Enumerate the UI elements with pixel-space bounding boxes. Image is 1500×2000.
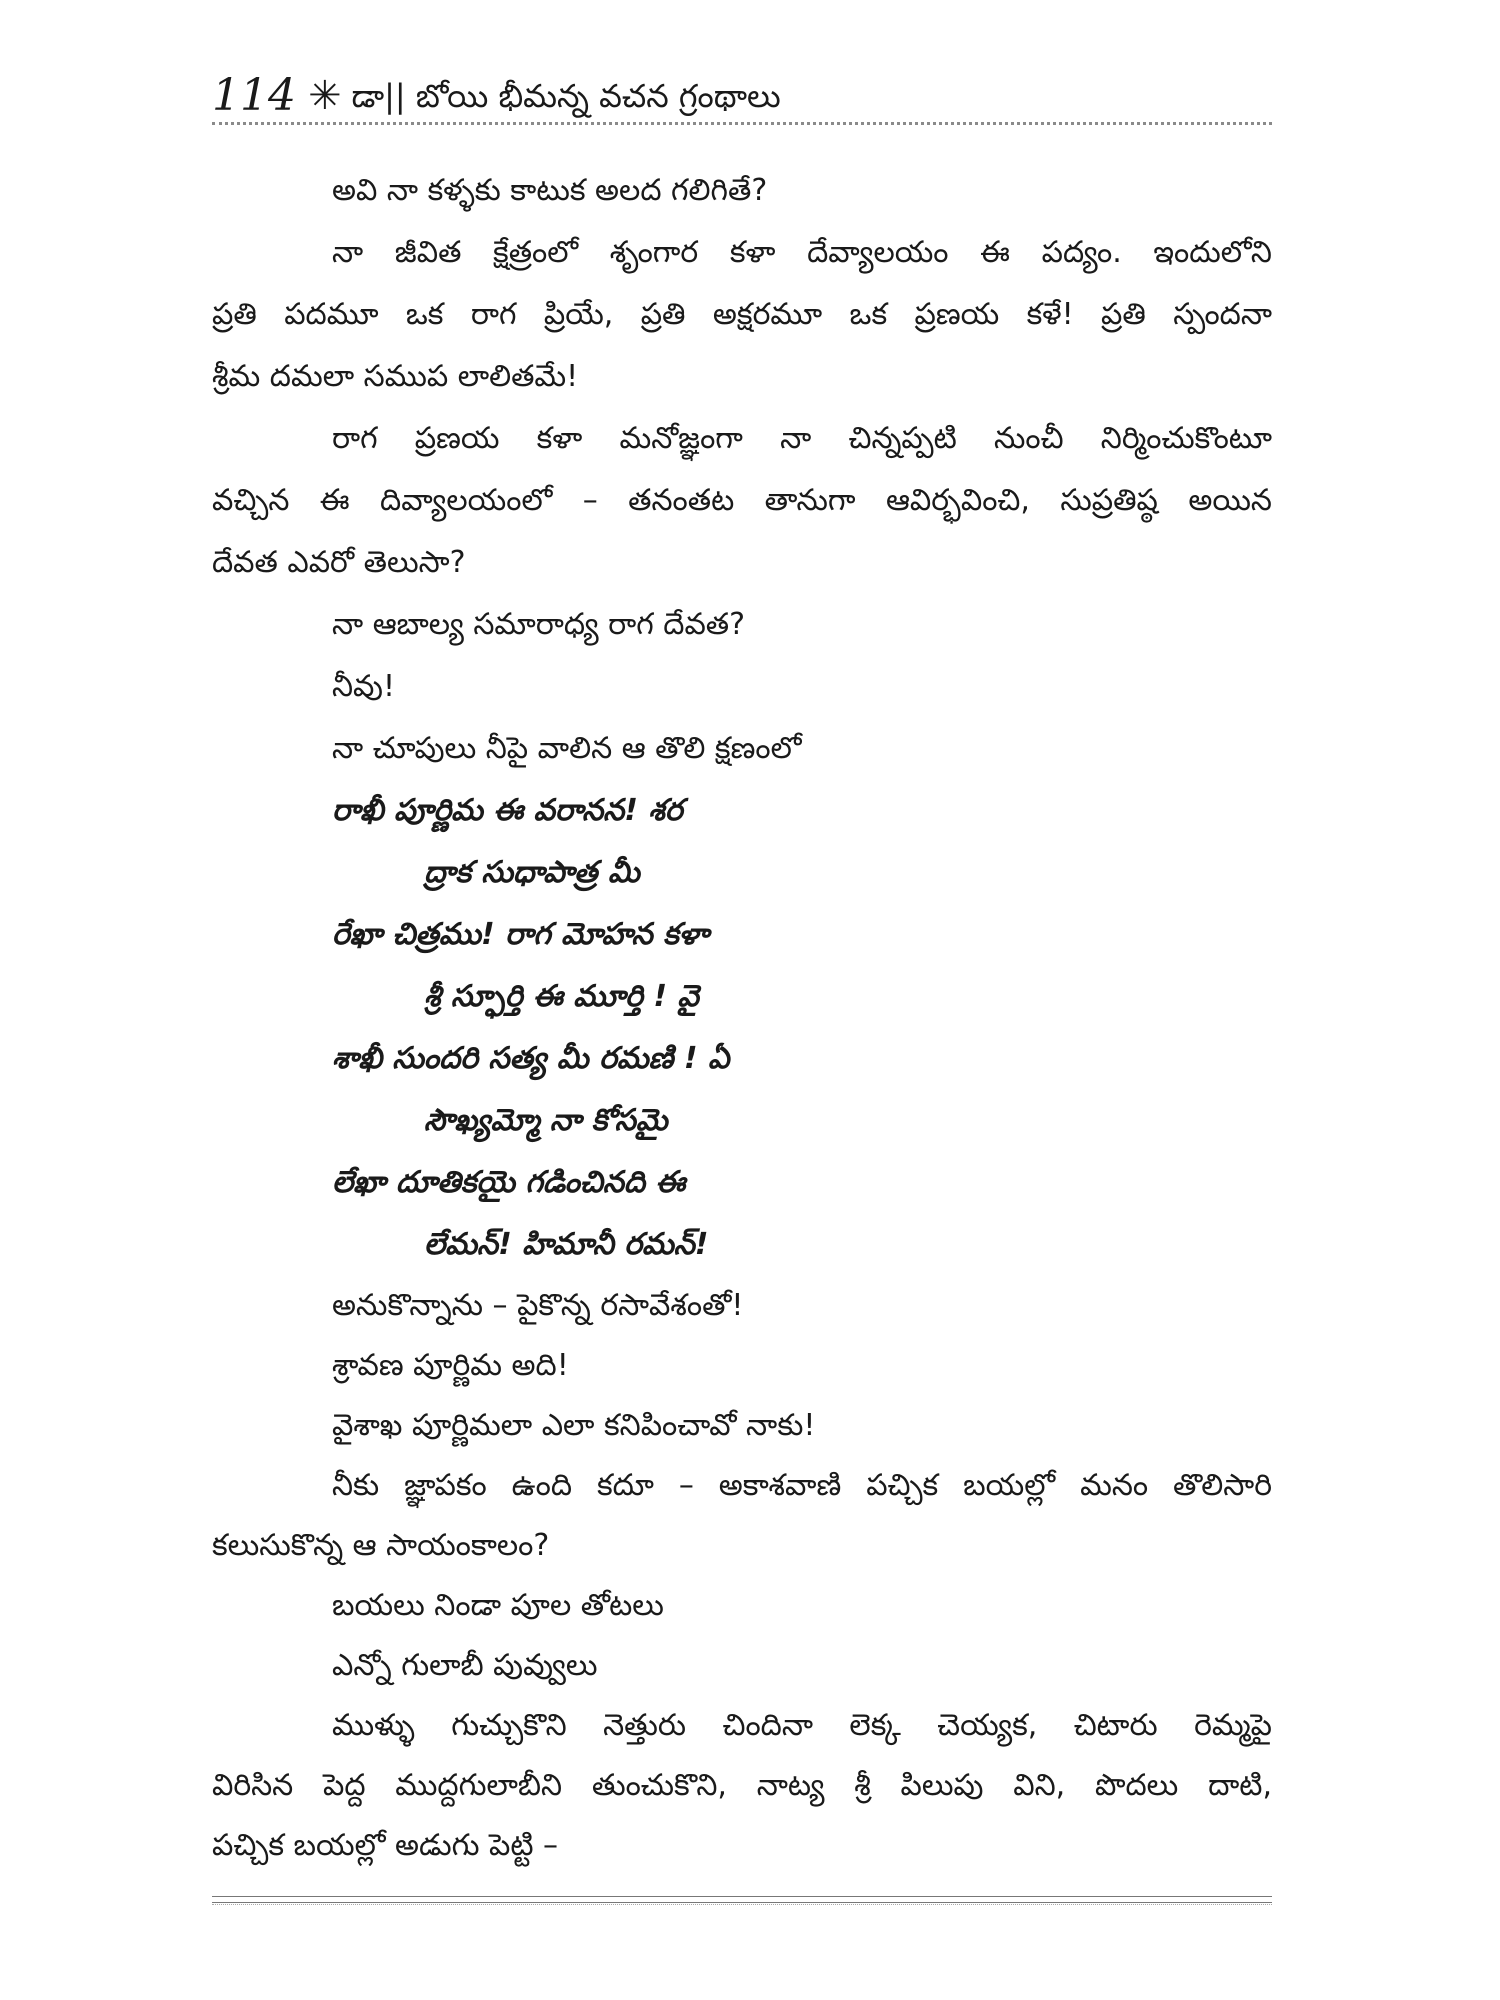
verse-line: లేమన్! హిమానీ రమన్! (424, 1227, 709, 1262)
verse-line: శాఖీ సుందరి సత్య మీ రమణి ! ఏ (332, 1041, 730, 1076)
text-line: రాగ ప్రణయ కళా మనోజ్ఞంగా నా చిన్నప్పటి నుంచీ నిర్మించుకొంటూ (332, 421, 1272, 456)
running-header-title: డా|| బోయి భీమన్న వచన గ్రంథాలు (351, 77, 781, 115)
verse-line: శ్రీ స్ఫూర్తి ఈ మూర్తి ! వై (424, 979, 699, 1014)
page-number: 114 (212, 70, 296, 121)
verse-line: రేఖా చిత్రము! రాగ మోహన కళా (332, 917, 709, 952)
text-line: వైశాఖ పూర్ణిమలా ఎలా కనిపించావో నాకు! (332, 1408, 816, 1443)
text-line: నా చూపులు నీపై వాలిన ఆ తొలి క్షణంలో (332, 731, 802, 766)
verse-line: రాఖీ పూర్ణిమ ఈ వరానన! శర (332, 793, 683, 828)
text-line: నా ఆబాల్య సమారాధ్య రాగ దేవత? (332, 607, 746, 642)
footer-divider (212, 1896, 1272, 1903)
text-line: అనుకొన్నాను – పైకొన్న రసావేశంతో! (332, 1288, 744, 1323)
verse-line: సౌఖ్యమ్మో నా కోసమై (424, 1103, 668, 1138)
text-line: పచ్చిక బయల్లో అడుగు పెట్టి – (212, 1828, 559, 1863)
text-line: నా జీవిత క్షేత్రంలో శృంగార కళా దేవ్యాలయం ఈ పద్యం. ఇందులోని (332, 235, 1272, 270)
asterisk-ornament-icon: ✳ (307, 73, 342, 119)
text-line: నీవు! (332, 669, 396, 704)
footer-divider-dotted (212, 1904, 1272, 1905)
text-line: శ్రావణ పూర్ణిమ అది! (332, 1348, 569, 1383)
text-line: దేవత ఎవరో తెలుసా? (212, 545, 466, 580)
text-line: అవి నా కళ్ళకు కాటుక అలద గలిగితే? (332, 173, 768, 208)
verse-line: ద్రాక సుధాపాత్ర మీ (424, 855, 640, 890)
text-line: నీకు జ్ఞాపకం ఉంది కదూ – అకాశవాణి పచ్చిక బయల్లో మనం తొలిసారి (332, 1468, 1272, 1503)
header-divider (212, 122, 1272, 125)
verse-line: లేఖా దూతికయై గడించినది ఈ (332, 1165, 686, 1200)
text-line: బయలు నిండా పూల తోటలు (332, 1588, 664, 1623)
text-line: శ్రీమ దమలా సముప లాలితమే! (212, 359, 579, 394)
text-line: ముళ్ళు గుచ్చుకొని నెత్తురు చిందినా లెక్క చెయ్యక, చిటారు రెమ్మపై (332, 1708, 1272, 1743)
text-line: విరిసిన పెద్ద ముద్దగులాబీని తుంచుకొని, నాట్య శ్రీ పిలుపు విని, పొదలు దాటి, (212, 1768, 1272, 1803)
running-header (212, 66, 1272, 126)
text-line: ఎన్నో గులాబీ పువ్వులు (332, 1648, 598, 1683)
text-line: ప్రతి పదమూ ఒక రాగ ప్రియే, ప్రతి అక్షరమూ ఒక ప్రణయ కళే! ప్రతి స్పందనా (212, 297, 1272, 332)
text-line: కలుసుకొన్న ఆ సాయంకాలం? (212, 1528, 550, 1563)
text-line: వచ్చిన ఈ దివ్యాలయంలో – తనంతట తానుగా ఆవిర్భవించి, సుప్రతిష్ఠ అయిన (212, 483, 1272, 518)
page-body (212, 160, 1272, 1876)
